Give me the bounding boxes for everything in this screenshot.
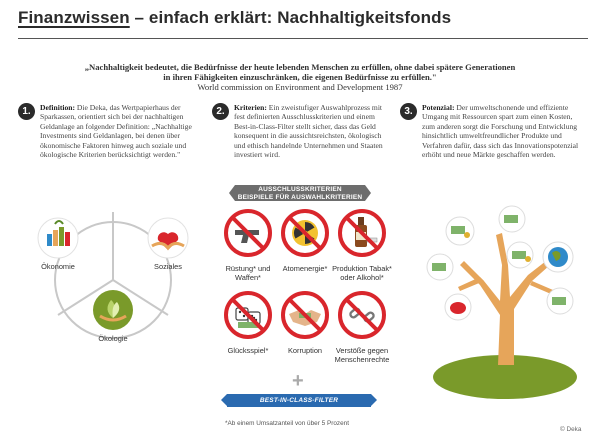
sustainability-quote xyxy=(60,62,540,92)
text-line: Geldanlage an folgender Definition: „Nachhaltige xyxy=(40,121,192,131)
column-heading: Potenzial: xyxy=(422,103,455,112)
tree-trunk xyxy=(460,233,550,365)
text-line: Verfahren dafür, dass sich das Innovationspotenzial xyxy=(422,140,579,150)
money-leaf-icon xyxy=(547,288,573,314)
quote-source: World commission on Environment and Development 1987 xyxy=(197,82,403,92)
text-line: und ethisch handelnde Unternehmen und Staaten xyxy=(234,140,383,150)
text-line: Ein zweistufiger Auswahlprozess mit xyxy=(266,103,383,112)
bottle-icon xyxy=(337,208,387,258)
exclusion-label xyxy=(327,347,397,364)
money-leaf-icon xyxy=(507,242,533,268)
piggy-bank-icon xyxy=(445,294,471,320)
title-divider xyxy=(18,38,588,39)
step-number-2: 2. xyxy=(212,103,229,120)
label-line: Verstöße gegen xyxy=(335,346,389,355)
label-line: Rüstung* und xyxy=(225,264,271,273)
exclusion-human-rights xyxy=(327,290,397,364)
label-line: Korruption xyxy=(287,346,323,355)
text-line: Umgang mit Ressourcen spart zum einen Kosten, xyxy=(422,112,573,122)
sustainability-pillars xyxy=(28,210,198,360)
text-line: konsequent in die aussichtsreichsten, ökologisch xyxy=(234,131,382,141)
text-line: ökonomische Faktoren hinweg auch soziale und xyxy=(40,140,187,150)
step-number-3: 3. xyxy=(400,103,417,120)
text-line: Sparkassen, orientiert sich bei der nachhaltigen xyxy=(40,112,184,122)
header xyxy=(18,8,588,28)
label-line: oder Alkohol* xyxy=(340,272,384,282)
globe-icon xyxy=(543,242,573,272)
banner-line-2: BEISPIELE FÜR AUSWAHLKRITERIEN xyxy=(237,193,363,201)
exclusion-criteria-banner xyxy=(235,185,365,201)
text-line: erhöht und neue Märkte geschaffen werden. xyxy=(422,150,556,160)
column-heading: Kriterien: xyxy=(234,103,267,112)
ecology-icon xyxy=(93,290,133,330)
money-tree-illustration xyxy=(420,205,590,405)
text-line: hinsichtlich umweltfreundlicher Produkte und xyxy=(422,131,562,141)
text-line: Der umweltschonende und effiziente xyxy=(454,103,569,112)
handshake-icon xyxy=(280,290,330,340)
exclusion-tobacco-alcohol xyxy=(327,208,397,282)
pillar-social-label: Soziales xyxy=(154,262,182,271)
money-leaf-icon xyxy=(427,254,453,280)
page-title xyxy=(18,8,588,28)
label-line: Produktion Tabak* xyxy=(332,264,392,273)
copyright-credit: © Deka xyxy=(560,426,582,433)
title-part-2: – einfach erklärt: Nachhaltigkeitsfonds xyxy=(129,8,452,27)
text-line: fest definierten Ausschlusskriterien und einem xyxy=(234,112,375,122)
column-text xyxy=(234,103,402,159)
best-in-class-banner: BEST-IN-CLASS-FILTER xyxy=(227,394,371,407)
gun-icon xyxy=(223,208,273,258)
text-line: zum anderen sorgt die Forschung und Entwicklung xyxy=(422,121,578,131)
label-line: Atomenergie* xyxy=(282,264,328,273)
pillar-economy-label: Ökonomie xyxy=(41,262,75,271)
money-leaf-icon xyxy=(446,217,474,245)
dice-icon xyxy=(223,290,273,340)
plus-icon: + xyxy=(292,370,304,392)
text-line: Best-in-Class-Filter stellt sicher, dass das Geld xyxy=(234,121,376,131)
nuclear-icon xyxy=(280,208,330,258)
banner-line-1: AUSSCHLUSSKRITERIEN xyxy=(258,186,342,193)
text-line: Die Deka, das Wertpapierhaus der xyxy=(75,103,181,112)
text-line: investiert wird. xyxy=(234,150,280,160)
step-number-1: 1. xyxy=(18,103,35,120)
column-heading: Definition: xyxy=(40,103,76,112)
pillar-ecology-label: Ökologie xyxy=(98,334,128,343)
title-part-1: Finanzwissen xyxy=(18,8,130,27)
label-line: Waffen* xyxy=(235,272,261,282)
label-line: Menschenrechte xyxy=(334,354,390,364)
social-icon xyxy=(148,218,188,258)
column-text xyxy=(40,103,208,159)
footnote: *Ab einem Umsatzanteil von über 5 Prozent xyxy=(225,420,349,427)
quote-line-2: in ihren Fähigkeiten einzuschränken, die eigenen Bedürfnisse zu erfüllen." xyxy=(163,72,437,82)
text-line: Investments sind Geldanlagen, bei denen über xyxy=(40,131,181,141)
economy-icon xyxy=(38,218,78,258)
text-line: ökologische Kriterien berücksichtigt werden." xyxy=(40,150,181,160)
exclusion-label xyxy=(327,265,397,282)
quote-line-1: „Nachhaltigkeit bedeutet, die Bedürfnisse der heute lebenden Menschen zu erfüllen, ohne dabei spätere Generationen xyxy=(84,62,516,72)
tree-icon xyxy=(420,205,590,405)
column-text xyxy=(422,103,595,159)
label-line: Glücksspiel* xyxy=(227,346,269,355)
money-leaf-icon xyxy=(499,206,525,232)
broken-chain-icon xyxy=(337,290,387,340)
